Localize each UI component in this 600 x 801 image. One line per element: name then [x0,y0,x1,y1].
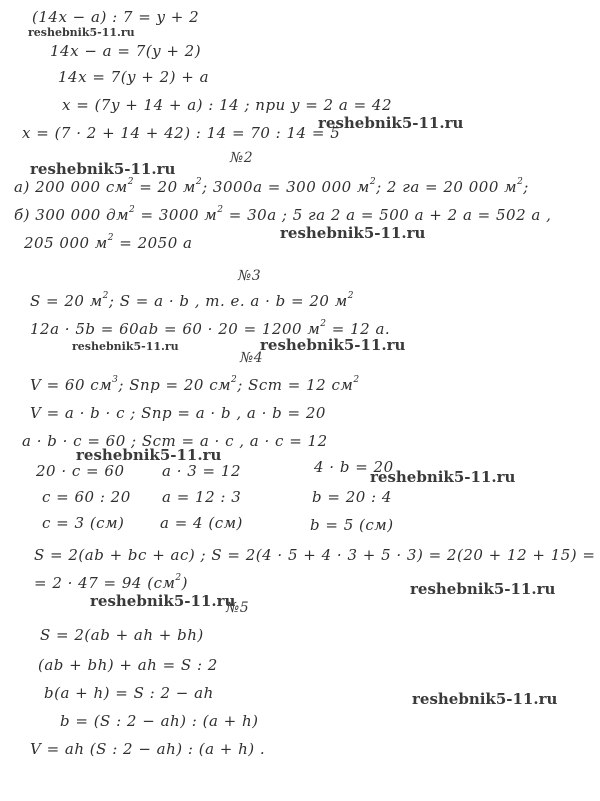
task4-line-3: a · b · c = 60 ; Sст = a · c , a · c = 12 [22,432,328,450]
watermark: reshebnik5-11.ru [28,26,135,39]
watermark: reshebnik5-11.ru [280,224,426,242]
task4-c-eq-2: c = 60 : 20 [42,488,131,506]
watermark: reshebnik5-11.ru [30,160,176,178]
task1-line-5: x = (7 · 2 + 14 + 42) : 14 = 70 : 14 = 5 [22,124,341,142]
task4-number: №4 [240,350,264,366]
watermark: reshebnik5-11.ru [412,690,558,708]
task2-line-c: 205 000 $м^2 = 2050$ a [24,233,193,252]
task1-line-1: (14x − a) : 7 = y + 2 [32,8,200,26]
watermark: reshebnik5-11.ru [76,446,222,464]
task4-area-line-1: S = 2(ab + bc + ac) ; S = 2(4 · 5 + 4 · 3 + 5 · 3) = 2(20 + 12 + 15) = [34,546,596,564]
task4-a-eq-3: a = 4 (см) [160,514,243,532]
task5-line-2: (ab + bh) + ah = S : 2 [38,656,218,674]
task1-line-4: x = (7y + 14 + a) : 14 ; при y = 2 a = 42 [62,96,393,114]
task5-line-5: V = ah (S : 2 − ah) : (a + h) . [30,740,266,758]
task4-area-line-2: = 2 · 47 = 94 $(см^2)$ [34,573,189,592]
task2-line-b: б) 300 000 $дм^2 = 3000$ $м^2 = 30a$ ; 5 га 2 a = 500 a + 2 a = 502 a , [14,205,552,224]
task4-a-eq-2: a = 12 : 3 [162,488,242,506]
task2-line-a: а) 200 000 $см^2 = 20$ $м^2$; 3000a = 300 000 $м^2$; 2 га = 20 000 $м^2$; [14,177,529,196]
task1-line-2: 14x − a = 7(y + 2) [50,42,202,60]
task4-line-1: V = 60 $см^3$; Sпр = 20 $см^2$; Sст = 12 $см^2$ [30,375,360,394]
watermark: reshebnik5-11.ru [370,468,516,486]
task5-line-1: S = 2(ab + ah + bh) [40,626,204,644]
watermark: reshebnik5-11.ru [90,592,236,610]
task2-number: №2 [230,150,254,166]
task4-c-eq-1: 20 · c = 60 [36,462,125,480]
task3-line-2: 12a · 5b = 60ab = 60 · 20 = 1200 $м^2 = 12$ a. [30,319,391,338]
task5-number: №5 [226,600,250,616]
task4-b-eq-3: b = 5 (см) [310,516,394,534]
watermark: reshebnik5-11.ru [318,114,464,132]
task3-line-1: S = 20 $м^2$; S = a · b , т. е. a · b = 20 $м^2$ [30,291,354,310]
task4-b-eq-1: 4 · b = 20 [314,458,394,476]
task5-line-4: b = (S : 2 − ah) : (a + h) [60,712,259,730]
task5-line-3: b(a + h) = S : 2 − ah [44,684,214,702]
task1-line-3: 14x = 7(y + 2) + a [58,68,210,86]
watermark: reshebnik5-11.ru [72,340,179,353]
task4-a-eq-1: a · 3 = 12 [162,462,241,480]
watermark: reshebnik5-11.ru [410,580,556,598]
task4-line-2: V = a · b · c ; Sпр = a · b , a · b = 20 [30,404,326,422]
task4-c-eq-3: c = 3 (см) [42,514,125,532]
task4-b-eq-2: b = 20 : 4 [312,488,392,506]
watermark: reshebnik5-11.ru [260,336,406,354]
task3-number: №3 [238,268,262,284]
